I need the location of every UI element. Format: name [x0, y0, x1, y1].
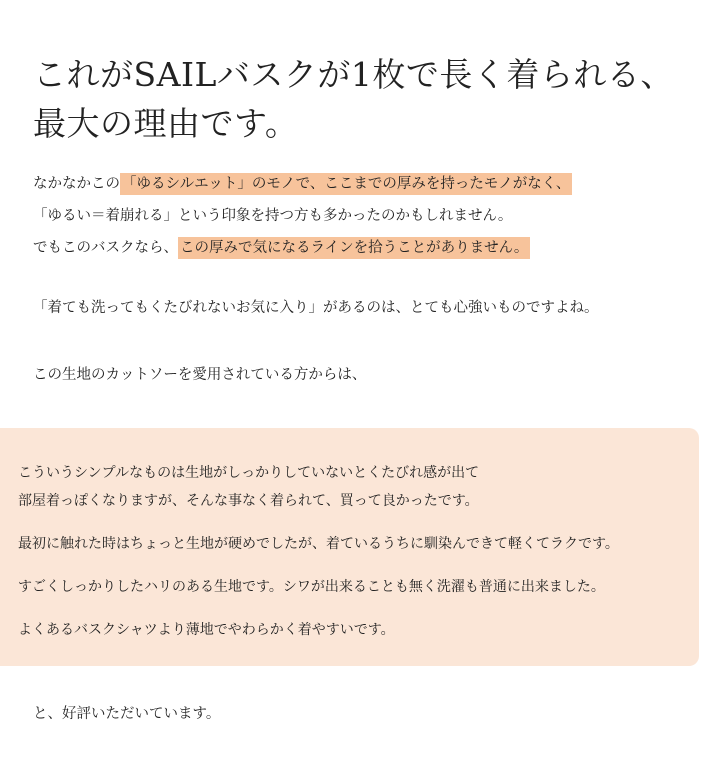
review-line: よくあるバスクシャツより薄地でやわらかく着やすいです。 [18, 622, 395, 638]
intro-line-2: 「ゆるい＝着崩れる」という印象を持つ方も多かったのかもしれません。 [33, 208, 513, 224]
intro-line-3-prefix: でもこのバスクなら、 [33, 240, 178, 256]
intro-highlight-2: この厚みで気になるラインを拾うことがありません。 [178, 237, 530, 259]
review-line: 部屋着っぽくなりますが、そんな事なく着られて、買って良かったです。 [18, 493, 479, 509]
review-line: 最初に触れた時はちょっと生地が硬めでしたが、着ているうちに馴染んできて軽くてラクです。 [18, 536, 619, 552]
intro-line-3 [33, 232, 572, 264]
review-line: すごくしっかりしたハリのある生地です。シワが出来ることも無く洗濯も普通に出来ました。 [18, 579, 605, 595]
intro-line-1 [33, 168, 572, 200]
review-item [18, 573, 699, 601]
intro-highlight-1: 「ゆるシルエット」のモノで、ここまでの厚みを持ったモノがなく、 [120, 173, 572, 195]
page-title [33, 50, 703, 148]
closing-paragraph: と、好評いただいています。 [33, 706, 221, 722]
title-line-2: 最大の理由です。 [33, 104, 299, 143]
review-item [18, 616, 699, 644]
intro-paragraph [33, 168, 572, 264]
intro-line-1-prefix: なかなかこの [33, 176, 120, 192]
review-item [18, 459, 699, 515]
review-item [18, 530, 699, 558]
title-line-1: これがSAILバスクが1枚で長く着られる、 [33, 55, 674, 94]
reviews-box [0, 428, 699, 666]
review-line: こういうシンプルなものは生地がしっかりしていないとくたびれ感が出て [18, 465, 480, 481]
quote-paragraph: 「着ても洗ってもくたびれないお気に入り」があるのは、とても心強いものですよね。 [33, 300, 599, 316]
users-paragraph: この生地のカットソーを愛用されている方からは、 [33, 367, 367, 383]
